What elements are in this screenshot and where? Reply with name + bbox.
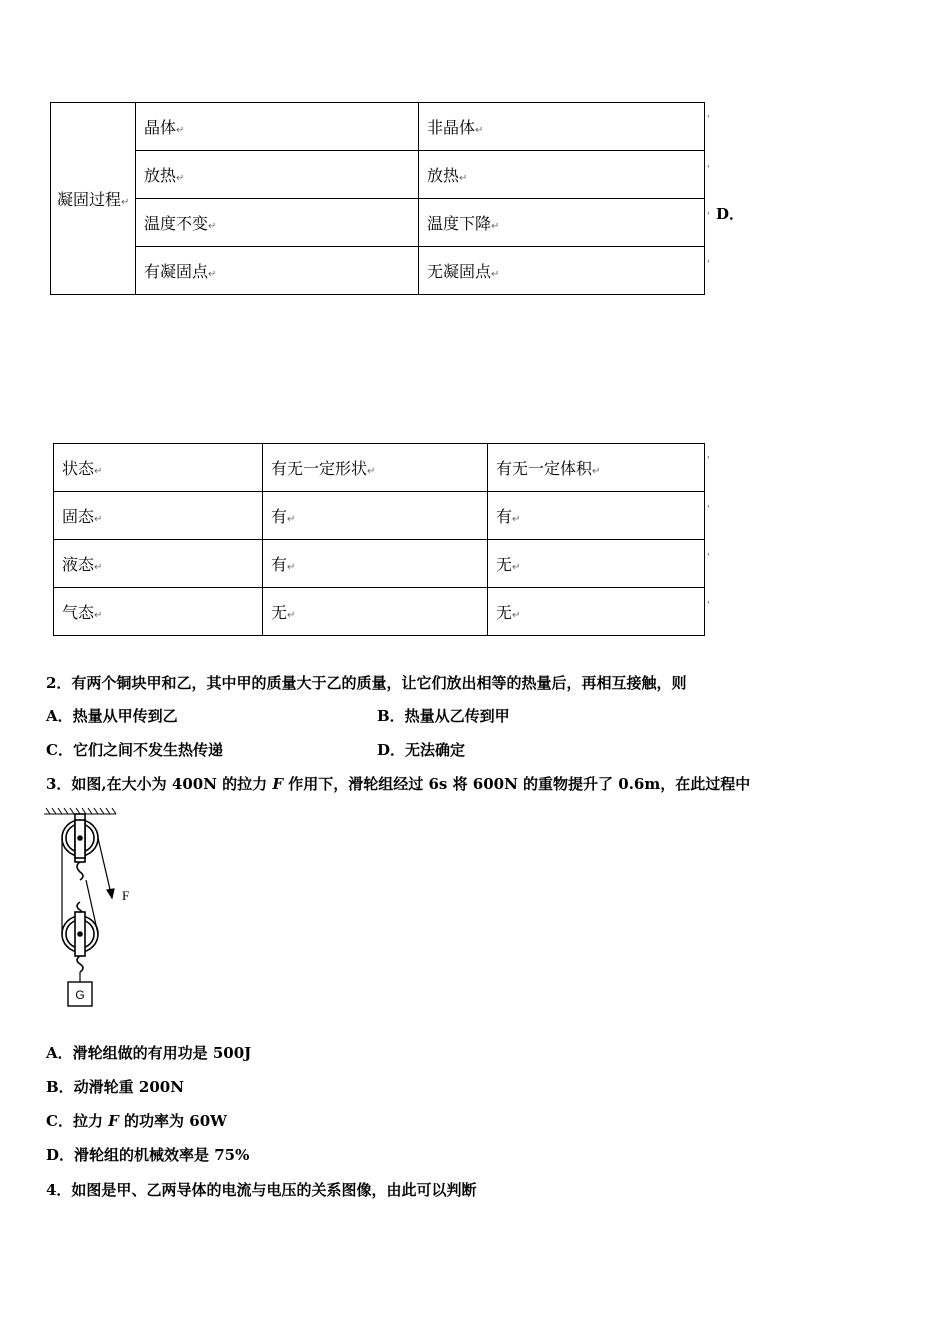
weight-label: G [75,988,85,1002]
force-label: F [122,888,130,903]
table-cell: 晶体↵ [136,103,419,151]
table-cell: 有无一定形状↵ [263,444,488,492]
fixed-pulley [62,814,98,880]
table-row [51,151,705,199]
q2-option-c[interactable]: C．它们之间不发生热传递 [46,741,223,759]
ceiling [44,808,116,814]
question-2-stem: 2．有两个铜块甲和乙，其中甲的质量大于乙的质量，让它们放出相等的热量后，再相互接触，则 [46,674,687,692]
table-cell: 状态↵ [54,444,263,492]
table-cell: 有↵ [263,540,488,588]
row-end-mark: ' [707,115,710,125]
option-d-label: D． [716,205,745,223]
table-cell: 有↵ [263,492,488,540]
row-end-mark: ' [707,456,710,466]
table-cell: 无↵ [488,540,705,588]
table-cell: 无↵ [488,588,705,636]
table-cell: 固态↵ [54,492,263,540]
table-cell: 非晶体↵ [419,103,705,151]
q2-option-a[interactable]: A．热量从甲传到乙 [46,707,178,725]
row-end-mark: ' [707,260,710,270]
q3-option-b[interactable]: B．动滑轮重 200N [46,1078,184,1096]
table-cell: 有无一定体积↵ [488,444,705,492]
table-cell: 温度下降↵ [419,199,705,247]
table-row-header: 凝固过程↵ [51,103,136,295]
q3-option-a[interactable]: A．滑轮组做的有用功是 500J [46,1044,252,1062]
table-cell: 无↵ [263,588,488,636]
table-row [54,540,705,588]
question-3-stem: 3．如图,在大小为 400N 的拉力 F 作用下，滑轮组经过 6s 将 600N 的重物提升了 0.6m，在此过程中 [46,775,751,793]
movable-pulley [62,902,98,972]
table-row [54,588,705,636]
row-end-mark: ' [707,601,710,611]
question-4-stem: 4．如图是甲、乙两导体的电流与电压的关系图像，由此可以判断 [46,1181,477,1199]
table-cell: 液态↵ [54,540,263,588]
row-end-mark: ' [707,212,710,222]
q3-option-d[interactable]: D．滑轮组的机械效率是 75% [46,1146,250,1164]
force-arrow [107,889,114,898]
table-cell: 有↵ [488,492,705,540]
row-end-mark: ' [707,553,710,563]
table-cell: 温度不变↵ [136,199,419,247]
states-of-matter-table [53,443,705,636]
table-row [51,103,705,151]
table-row [51,247,705,295]
table-cell: 放热↵ [136,151,419,199]
table-row [54,492,705,540]
table-cell: 有凝固点↵ [136,247,419,295]
table-row [51,199,705,247]
pulley-system-figure [40,806,150,1016]
row-end-mark: ' [707,165,710,175]
q2-option-b[interactable]: B．热量从乙传到甲 [377,707,510,725]
row-end-mark: ' [707,505,710,515]
q3-option-c[interactable]: C．拉力 F 的功率为 60W [46,1112,227,1130]
table-cell: 气态↵ [54,588,263,636]
crystal-comparison-table [50,102,705,295]
table-cell: 放热↵ [419,151,705,199]
table-cell: 无凝固点↵ [419,247,705,295]
q2-option-d[interactable]: D．无法确定 [377,741,466,759]
table-row [54,444,705,492]
